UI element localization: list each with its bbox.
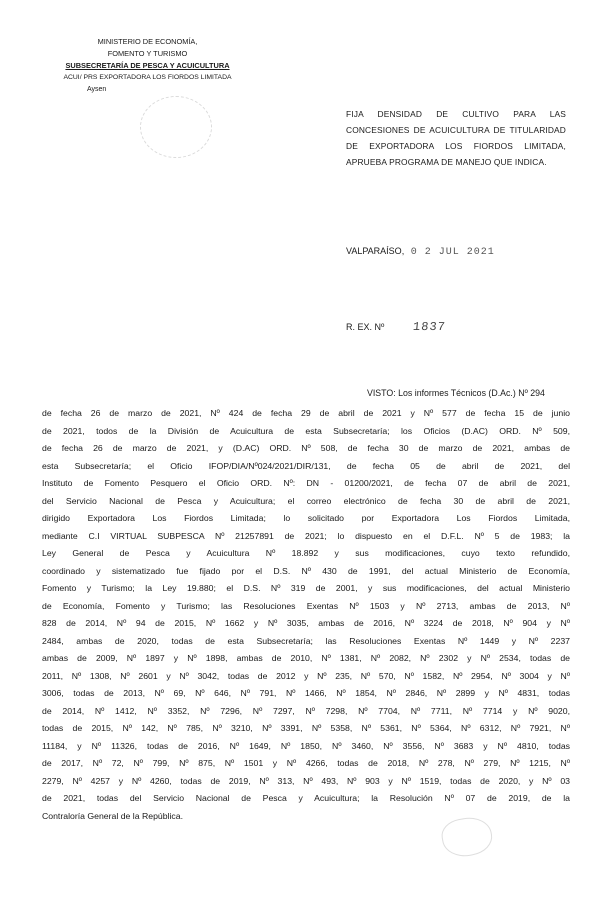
date-stamp: 0 2 JUL 2021 xyxy=(410,247,495,258)
paragraph-line: ambas de 2009, Nº 1897 y Nº 1898, ambas de 2010, Nº 1381, Nº 2082, Nº 2302 y Nº 2534, todas de xyxy=(42,653,570,663)
rex-number: 1837 xyxy=(412,320,447,334)
paragraph-line: de fecha 26 de marzo de 2021, Nº 424 de fecha 29 de abril de 2021 y Nº 577 de fecha 15 de junio xyxy=(42,408,570,418)
reference-line: ACUI/ PRS EXPORTADORA LOS FIORDOS LIMITADA xyxy=(63,74,232,81)
date-line xyxy=(346,246,495,258)
paragraph-line: esta Subsecretaría; el Oficio IFOP/DIA/Nº024/2021/DIR/131, de fecha 05 de abril de 2021, del xyxy=(42,460,570,471)
ministry-line-2: FOMENTO Y TURISMO xyxy=(107,49,188,58)
paragraph-line: de 2021, todos de la División de Acuicultura de esta Subsecretaría; los Oficios (D.AC) ORD. Nº 509, xyxy=(42,425,570,436)
ministry-line: MINISTERIO DE ECONOMÍA, xyxy=(97,37,198,46)
resolution-subject: FIJA DENSIDAD DE CULTIVO PARA LAS CONCESIONES DE ACUICULTURA DE TITULARIDAD DE EXPORTADORA LOS FIORDOS LIMITADA, APRUEBA PROGRAMA DE MANEJO QUE INDICA. xyxy=(346,109,566,167)
resolution-number-line xyxy=(346,320,446,334)
paragraph-line: Fomento y Turismo; la Ley 19.880; el D.S. Nº 319 de 2001, y sus modificaciones, del actual Ministerio xyxy=(42,583,570,593)
letterhead xyxy=(40,36,255,96)
paragraph-line: Instituto de Fomento Pesquero el Oficio ORD. Nº: DN - 01200/2021, de fecha 07 de abril de 2021, xyxy=(42,478,570,488)
paragraph-line: 3006, todas de 2013, Nº 69, Nº 646, Nº 791, Nº 1466, Nº 1854, Nº 2846, Nº 2899 y Nº 4831, todas xyxy=(42,688,570,698)
paragraph-line: todas de 2015, Nº 142, Nº 785, Nº 3210, Nº 3391, Nº 5358, Nº 5361, Nº 5364, Nº 6312, Nº 7921, Nº xyxy=(42,723,570,733)
subsecretary-line: SUBSECRETARÍA DE PESCA Y ACUICULTURA xyxy=(65,61,230,70)
official-seal-stamp xyxy=(140,96,212,158)
paragraph-line: de 2021, todas del Servicio Nacional de Pesca y Acuicultura; la Resolución Nº 07 de 2019, de la xyxy=(42,793,570,803)
region-line: Aysen xyxy=(87,86,107,93)
paragraph-line: dirigido Exportadora Los Fiordos Limitada; lo solicitado por Exportadora Los Fiordos Limitada, xyxy=(42,513,570,523)
paragraph-line: Ley General de Pesca y Acuicultura Nº 18.892 y sus modificaciones, cuyo texto refundido, xyxy=(42,548,570,558)
paragraph-line: de 2014, Nº 1412, Nº 3352, Nº 7296, Nº 7297, Nº 7298, Nº 7704, Nº 7711, Nº 7714 y Nº 9020, xyxy=(42,705,570,716)
paragraph-line: de Economía, Fomento y Turismo; las Resoluciones Exentas Nº 1503 y Nº 2713, ambas de 2013, Nº xyxy=(42,600,570,611)
paragraph-line: 828 de 2014, Nº 94 de 2015, Nº 1662 y Nº 3035, ambas de 2016, Nº 3224 de 2018, Nº 904 y Nº xyxy=(42,618,570,628)
paragraph-line: de fecha 26 de marzo de 2021, y (D.AC) ORD. Nº 508, de fecha 30 de marzo de 2021, ambas de xyxy=(42,443,570,453)
paragraph-line: 2484, ambas de 2020, todas de esta Subsecretaría; las Resoluciones Exentas Nº 1449 y Nº 2237 xyxy=(42,635,570,646)
rex-label: R. EX. Nº xyxy=(346,322,385,332)
paragraph-line: del Servicio Nacional de Pesca y Acuicultura; el correo electrónico de fecha 30 de abril de 2021, xyxy=(42,495,570,506)
paragraph-line: de 2017, Nº 72, Nº 799, Nº 875, Nº 1501 y Nº 4266, todas de 2018, Nº 278, Nº 279, Nº 1215, Nº xyxy=(42,758,570,768)
paragraph-line: Contraloría General de la República. xyxy=(42,810,184,821)
paragraph-line: 11184, y Nº 11326, todas de 2016, Nº 1649, Nº 1850, Nº 3460, Nº 3556, Nº 3683 y Nº 4810, todas xyxy=(42,740,570,751)
city-label: VALPARAÍSO, xyxy=(346,246,405,256)
paragraph-line: coordinado y sistematizado fue fijado por el D.S. Nº 430 de 1991, del actual Ministerio de Economía, xyxy=(42,565,570,576)
visto-first-line: VISTO: Los informes Técnicos (D.Ac.) Nº 294 xyxy=(367,388,545,398)
visto-paragraph xyxy=(42,405,570,825)
paragraph-line: 2279, Nº 4257 y Nº 4260, todas de 2019, Nº 313, Nº 493, Nº 903 y Nº 1519, todas de 2020, y Nº 03 xyxy=(42,775,570,786)
paragraph-line: mediante C.I VIRTUAL SUBPESCA Nº 21257891 de 2021; lo dispuesto en el D.F.L. Nº 5 de 1983; la xyxy=(42,530,570,541)
paragraph-line: 2011, Nº 1308, Nº 2601 y Nº 3042, todas de 2012 y Nº 235, Nº 570, Nº 1582, Nº 2954, Nº 3004 y Nº xyxy=(42,670,570,681)
